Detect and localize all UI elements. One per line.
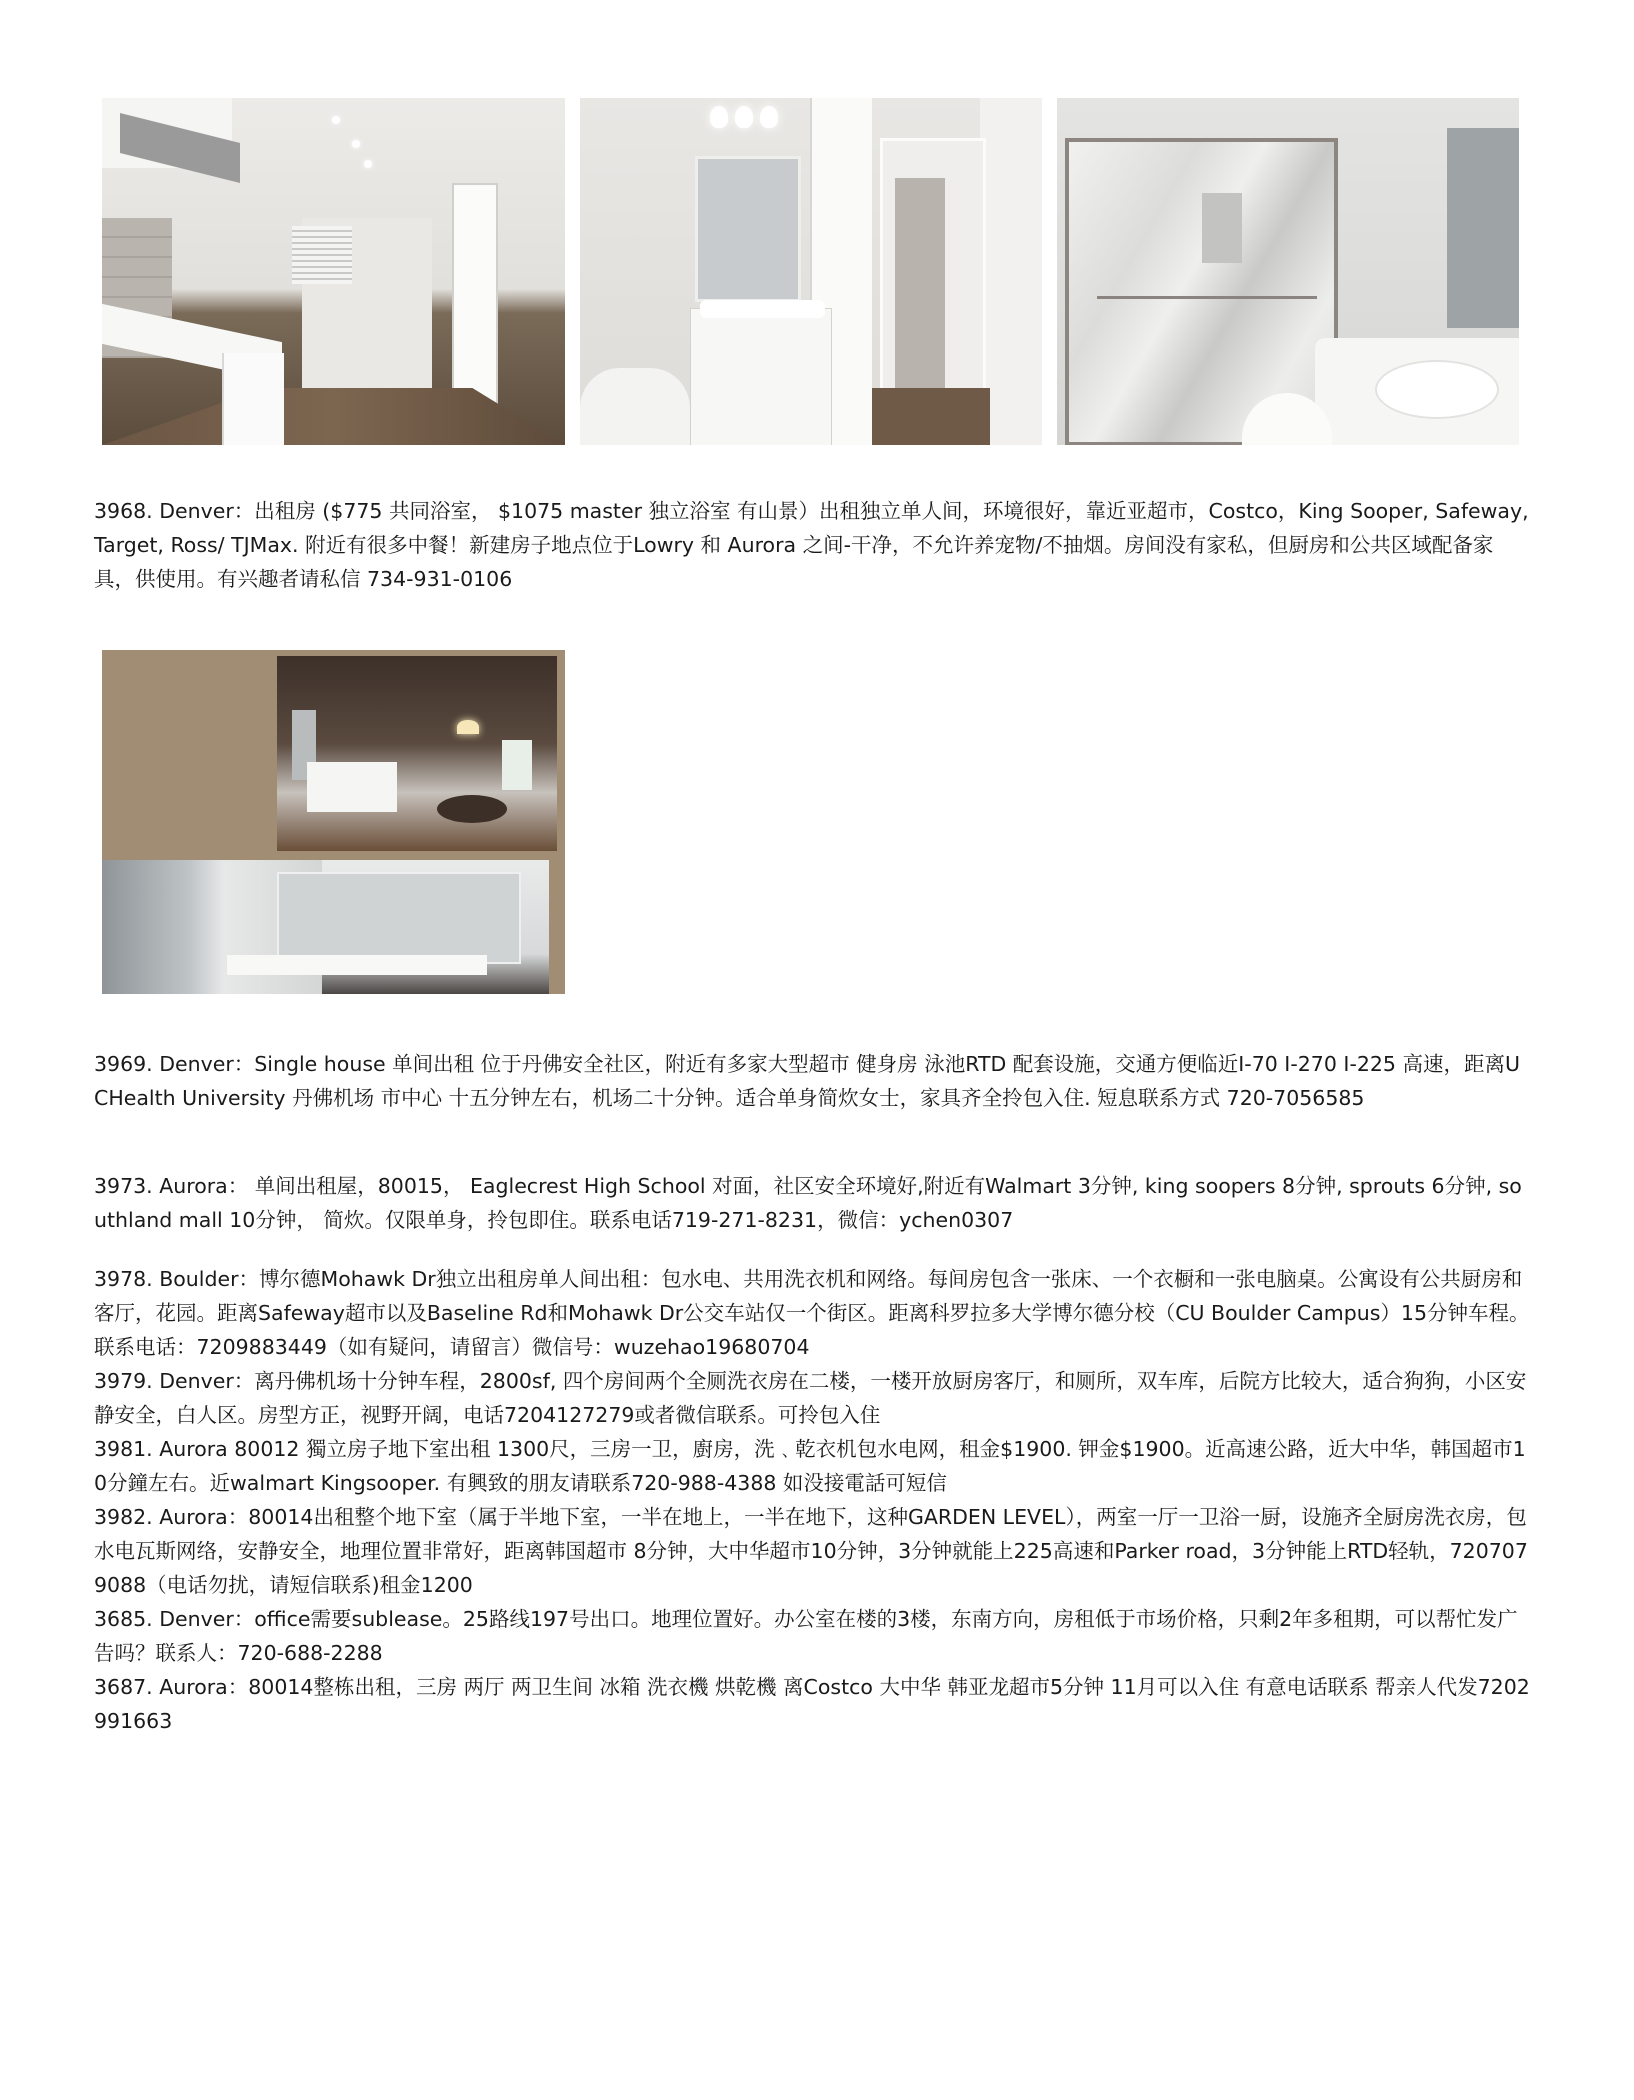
listing-3969: 3969. Denver：Single house 单间出租 位于丹佛安全社区，附近有多家大型超市 健身房 泳池RTD 配套设施，交通方便临近I-70 I-270 I-225 高速，距离UCHealth University 丹佛机场 市中心 十五分钟左右，机场二十分钟。适合单身简炊女士，家具齐全拎包入住. 短息联系方式 720-7056585 <box>94 1052 1520 1110</box>
apartment-collage-photo <box>102 650 565 994</box>
bathroom-vanity-photo <box>580 98 1042 445</box>
listing-3978: 3978. Boulder：博尔德Mohawk Dr独立出租房单人间出租：包水电、共用洗衣机和网络。每间房包含一张床、一个衣橱和一张电脑桌。公寓设有公共厨房和客厅，花园。距离Safeway超市以及Baseline Rd和Mohawk Dr公交车站仅一个街区。距离科罗拉多大学博尔德分校（CU Boulder Campus）15分钟车程。联系电话：7209883449（如有疑问，请留言）微信号：wuzehao19680704 <box>94 1267 1530 1359</box>
shower-photo <box>1057 98 1519 445</box>
listing-3968: 3968. Denver：出租房 ($775 共同浴室， $1075 master 独立浴室 有山景）出租独立单人间，环境很好，靠近亚超市，Costco，King Sooper, Safeway, Target, Ross/ TJMax. 附近有很多中餐！新建房子地点位于Lowry 和 Aurora 之间-干净，不允许养宠物/不抽烟。房间没有家私，但厨房和公共区域配备家具，供使用。有兴趣者请私信 734-931-0106 <box>94 499 1529 591</box>
listing-3982: 3982. Aurora：80014出租整个地下室（属于半地下室，一半在地上，一半在地下，这种GARDEN LEVEL），两室一厅一卫浴一厨，设施齐全厨房洗衣房，包水电瓦斯网络，安静安全，地理位置非常好，距离韩国超市 8分钟，大中华超市10分钟，3分钟就能上225高速和Parker road，3分钟能上RTD轻轨，7207079088（电话勿扰，请短信联系)租金1200 <box>94 1505 1528 1597</box>
listing-3981: 3981. Aurora 80012 獨立房子地下室出租 1300尺，三房一卫，廚房，洗﹑乾衣机包水电网，租金$1900. 钾金$1900。近高速公路，近大中华，韩国超市10分鐘左右。近walmart Kingsooper. 有興致的朋友请联系720-988-4388 如没接電話可短信 <box>94 1437 1526 1495</box>
listing-3979: 3979. Denver：离丹佛机场十分钟车程，2800sf, 四个房间两个全厕洗衣房在二楼，一楼开放厨房客厅，和厕所，双车库，后院方比较大，适合狗狗，小区安静安全，白人区。房型方正，视野开阔，电话7204127279或者微信联系。可拎包入住 <box>94 1369 1527 1427</box>
listing-3973: 3973. Aurora： 单间出租屋，80015， Eaglecrest High School 对面，社区安全环境好,附近有Walmart 3分钟, king soopers 8分钟, sprouts 6分钟, southland mall 10分钟， 简炊。仅限单身，拎包即住。联系电话719-271-8231，微信：ychen0307 <box>94 1174 1522 1232</box>
listing-3685: 3685. Denver：office需要sublease。25路线197号出口。地理位置好。办公室在楼的3楼，东南方向，房租低于市场价格，只剩2年多租期，可以帮忙发广告吗？联系人：720-688-2288 <box>94 1607 1518 1665</box>
kitchen-hallway-photo <box>102 98 565 445</box>
listings-block <box>94 1262 1534 1738</box>
listing-3687: 3687. Aurora：80014整栋出租，三房 两厅 两卫生间 冰箱 洗衣機 烘乾機 离Costco 大中华 韩亚龙超市5分钟 11月可以入住 有意电话联系 帮亲人代发7202991663 <box>94 1675 1530 1733</box>
